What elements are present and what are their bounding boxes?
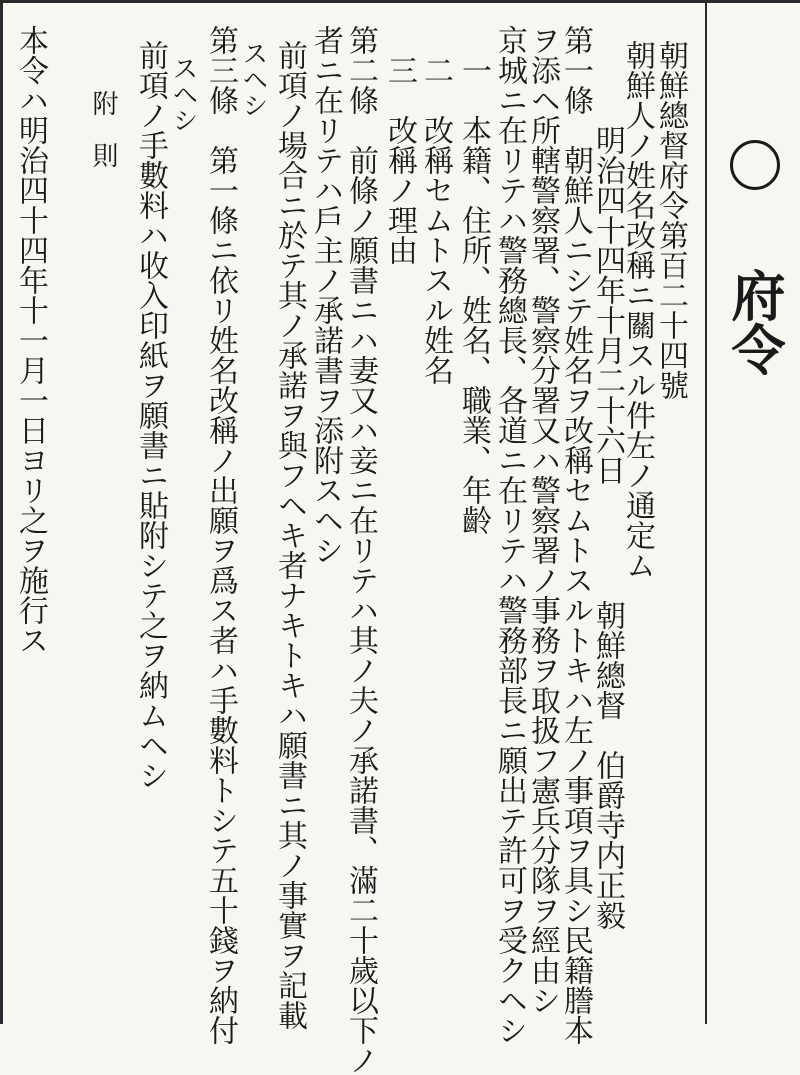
article-1-line-2: ヲ添ヘ所轄警察署、警察分署又ハ警察署ノ事務ヲ取扱フ憲兵分隊ヲ經由シ — [525, 25, 560, 1015]
issuer-signature: 朝鮮總督 伯爵寺内正毅 — [590, 600, 625, 930]
circle-mark-icon — [730, 140, 780, 190]
article-1-line-1: 第一條 朝鮮人ニシテ姓名ヲ改稱セムトスルトキハ左ノ事項ヲ具シ民籍謄本 — [558, 25, 593, 1045]
article-2-line-2: 者ニ在リテハ戶主ノ承諾書ヲ添附スヘシ — [308, 25, 343, 565]
article-2-para-2-line-2: スヘシ — [238, 40, 268, 118]
item-1: 一 本籍、住所、姓名、職業、年齡 — [456, 55, 491, 535]
supplementary-provision-text: 本令ハ明治四十四年十一月一日ヨリ之ヲ施行ス — [13, 25, 48, 655]
ordinance-subject: 朝鮮人ノ姓名改稱ニ關スル件左ノ通定ム — [620, 40, 655, 580]
article-1-line-3: 京城ニ在リテハ警務總長、各道ニ在リテハ警務部長ニ願出テ許可ヲ受クヘシ — [492, 25, 527, 1045]
ordinance-date: 明治四十四年十月二十六日 — [590, 125, 625, 485]
section-divider — [705, 0, 707, 1024]
article-3-line-1: 第三條 第一條ニ依リ姓名改稱ノ出願ヲ爲ス者ハ手數料トシテ五十錢ヲ納付 — [203, 25, 238, 1045]
article-2-para-2-line-1: 前項ノ場合ニ於テ其ノ承諾ヲ與フヘキ者ナキトキハ願書ニ其ノ事實ヲ記載 — [272, 40, 307, 1030]
left-border — [0, 0, 3, 1024]
item-3: 三 改稱ノ理由 — [382, 55, 417, 265]
article-3-line-2: スヘシ — [168, 55, 198, 133]
item-2: 二 改稱セムトスル姓名 — [418, 55, 453, 385]
article-3-para-2: 前項ノ手數料ハ收入印紙ヲ願書ニ貼附シテ之ヲ納ムヘシ — [133, 40, 168, 790]
section-title: 府令 — [723, 268, 787, 376]
top-border — [0, 0, 800, 3]
article-2-line-1: 第二條 前條ノ願書ニハ妻又ハ妾ニ在リテハ其ノ夫ノ承諾書、滿二十歲以下ノ — [343, 25, 378, 1075]
ordinance-number: 朝鮮總督府令第百二十四號 — [653, 40, 688, 400]
supplementary-provisions-heading: 附 則 — [88, 90, 118, 168]
section-heading — [723, 140, 787, 376]
